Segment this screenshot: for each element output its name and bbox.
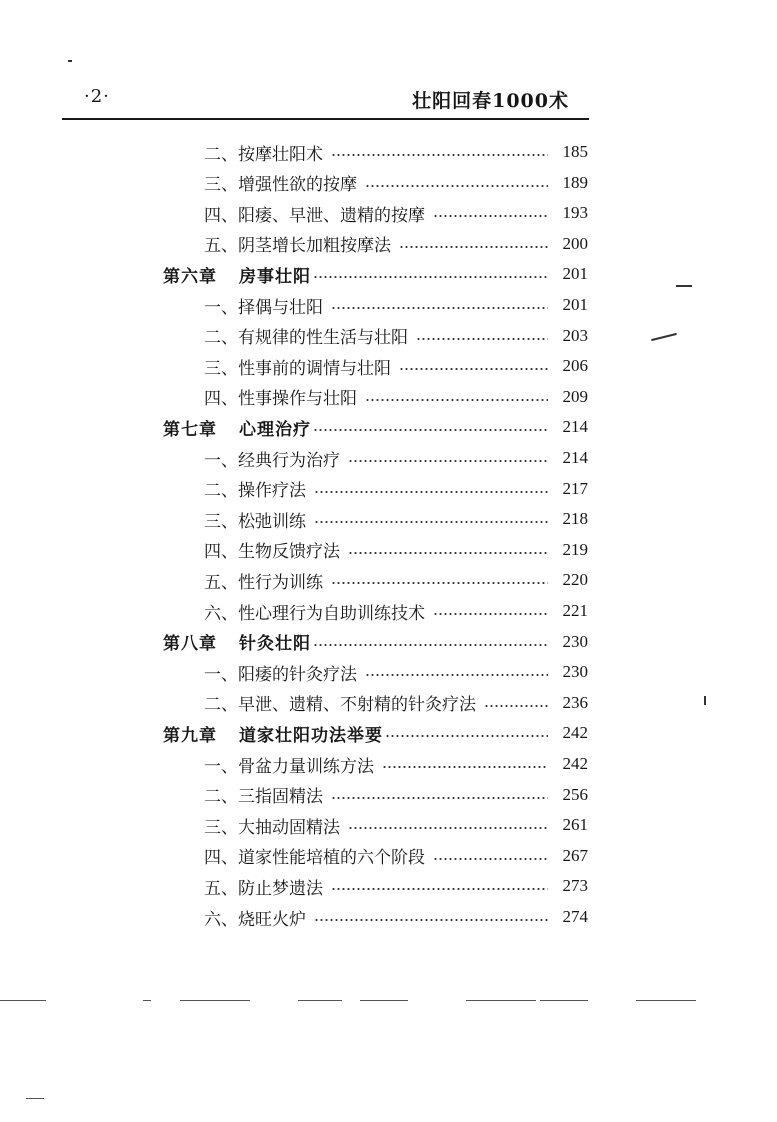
scan-mark <box>676 285 692 287</box>
toc-page-number: 242 <box>562 723 588 743</box>
toc-section-row <box>204 445 588 471</box>
chapter-title: 心理治疗 <box>239 419 311 440</box>
toc-page-number: 219 <box>562 539 588 559</box>
toc-section-row <box>204 843 588 869</box>
toc-section-row <box>204 690 588 716</box>
toc-section-label: 三、松弛训练 <box>204 511 306 532</box>
toc-page-number: 218 <box>562 509 588 529</box>
dot-leader <box>484 705 548 707</box>
toc-section-label: 二、操作疗法 <box>204 481 306 502</box>
chapter-number: 第六章 <box>163 266 217 287</box>
dot-leader <box>314 919 548 921</box>
chapter-number: 第九章 <box>163 725 217 746</box>
dot-leader <box>313 276 548 278</box>
toc-page-number: 206 <box>562 356 588 376</box>
toc-page-number: 214 <box>562 448 588 467</box>
toc-section-label: 三、增强性欲的按摩 <box>204 175 357 196</box>
chapter-title: 针灸壮阳 <box>239 634 311 655</box>
toc-chapter-row <box>163 261 588 287</box>
toc-section-row <box>204 292 588 318</box>
toc-section-label: 四、道家性能培植的六个阶段 <box>204 848 425 869</box>
toc-section-row <box>204 904 588 930</box>
scan-mark <box>651 333 677 341</box>
toc-section-label: 一、阳痿的针灸疗法 <box>204 664 357 685</box>
toc-page-number: 189 <box>562 172 588 192</box>
toc-page-number: 185 <box>562 142 588 161</box>
dot-leader <box>433 613 548 615</box>
chapter-number: 第七章 <box>163 419 217 440</box>
toc-chapter-row <box>163 629 588 655</box>
toc-section-label: 二、三指固精法 <box>204 787 323 808</box>
toc-section-label: 六、性心理行为自助训练技术 <box>204 603 425 624</box>
toc-section-row <box>204 231 588 257</box>
toc-section-row <box>204 537 588 563</box>
toc-page-number: 200 <box>562 233 588 253</box>
toc-chapter-label <box>163 629 311 654</box>
toc-section-label: 五、防止梦遗法 <box>204 878 323 899</box>
toc-chapter-row <box>163 414 588 440</box>
toc-chapter-label <box>163 415 311 440</box>
bottom-rule <box>360 1000 408 1001</box>
toc-section-label: 四、阳痿、早泄、遗精的按摩 <box>204 205 425 226</box>
page-number: ·2· <box>84 86 110 107</box>
dot-leader <box>348 552 548 554</box>
book-title: 壮阳回春1000术 <box>412 90 569 112</box>
toc-page-number: 201 <box>562 295 588 314</box>
toc-page-number: 214 <box>562 417 588 437</box>
toc-section-label: 二、按摩壮阳术 <box>204 144 323 165</box>
toc-section-label: 四、生物反馈疗法 <box>204 542 340 563</box>
bottom-rule <box>0 1000 46 1001</box>
dot-leader <box>331 582 548 584</box>
toc-section-row <box>204 200 588 226</box>
toc-chapter-label <box>163 721 383 746</box>
dot-leader <box>399 368 548 370</box>
toc-page-number: 230 <box>562 662 588 682</box>
toc-page-number: 230 <box>562 631 588 651</box>
dot-leader <box>399 246 548 248</box>
toc-section-row <box>204 476 588 502</box>
dot-leader <box>416 338 548 340</box>
dot-leader <box>348 827 548 829</box>
bottom-rule <box>180 1000 250 1001</box>
toc-section-label: 二、有规律的性生活与壮阳 <box>204 328 408 349</box>
toc-page-number: 221 <box>562 601 588 620</box>
bottom-rule <box>466 1000 536 1001</box>
dot-leader <box>314 491 548 493</box>
bottom-rule <box>298 1000 342 1001</box>
toc-section-label: 四、性事操作与壮阳 <box>204 389 357 410</box>
toc-section-row <box>204 873 588 899</box>
dot-leader <box>365 399 548 401</box>
toc-section-row <box>204 812 588 838</box>
dot-leader <box>331 797 548 799</box>
dot-leader <box>433 858 548 860</box>
toc-page-number: 242 <box>562 754 588 773</box>
dot-leader <box>365 674 548 676</box>
toc-section-row <box>204 782 588 808</box>
dot-leader <box>313 644 548 646</box>
toc-page-number: 203 <box>562 325 588 345</box>
toc-page-number: 217 <box>562 478 588 498</box>
bottom-rule <box>636 1000 696 1001</box>
scan-mark <box>704 696 706 705</box>
toc-section-label: 五、阴茎增长加粗按摩法 <box>204 236 391 257</box>
toc-page-number: 193 <box>562 203 588 223</box>
toc-chapter-label <box>163 262 311 287</box>
bottom-rule <box>540 1000 588 1001</box>
toc-section-row <box>204 353 588 379</box>
header-rule <box>62 118 589 120</box>
dot-leader <box>331 888 548 890</box>
toc-chapter-row <box>163 720 588 746</box>
toc-page-number: 267 <box>562 845 588 865</box>
bottom-rule <box>143 1000 151 1001</box>
toc-section-label: 一、择偶与壮阳 <box>204 297 323 318</box>
toc-page-number: 273 <box>562 876 588 896</box>
dot-leader <box>313 429 548 431</box>
toc-page-number: 274 <box>562 907 588 926</box>
toc-section-label: 二、早泄、遗精、不射精的针灸疗法 <box>204 695 476 716</box>
toc-section-row <box>204 659 588 685</box>
toc-page-number: 236 <box>562 692 588 712</box>
toc-page-number: 201 <box>562 264 588 284</box>
dot-leader <box>382 766 548 768</box>
dot-leader <box>385 735 548 737</box>
dot-leader <box>331 307 548 309</box>
dot-leader <box>433 215 548 217</box>
dot-leader <box>314 521 548 523</box>
dot-leader <box>348 460 548 462</box>
dot-leader <box>365 185 548 187</box>
toc-page-number: 209 <box>562 386 588 406</box>
toc-section-row <box>204 323 588 349</box>
toc-page-number: 256 <box>562 784 588 804</box>
chapter-title: 道家壮阳功法举要 <box>239 725 383 746</box>
toc-section-label: 三、性事前的调情与壮阳 <box>204 358 391 379</box>
toc-section-label: 一、经典行为治疗 <box>204 450 340 471</box>
toc-page-number: 261 <box>562 815 588 835</box>
toc-section-label: 一、骨盆力量训练方法 <box>204 756 374 777</box>
toc-section-row <box>204 751 588 777</box>
toc-section-label: 六、烧旺火炉 <box>204 909 306 930</box>
bottom-rule <box>26 1098 44 1099</box>
toc-section-row <box>204 170 588 196</box>
toc-section-row <box>204 506 588 532</box>
toc-section-row <box>204 598 588 624</box>
toc-section-row <box>204 567 588 593</box>
toc-section-label: 五、性行为训练 <box>204 572 323 593</box>
toc-section-row <box>204 384 588 410</box>
dot-leader <box>331 154 548 156</box>
scan-mark <box>68 60 72 62</box>
chapter-number: 第八章 <box>163 634 217 655</box>
chapter-title: 房事壮阳 <box>239 266 311 287</box>
toc-section-label: 三、大抽动固精法 <box>204 817 340 838</box>
toc-section-row <box>204 139 588 165</box>
toc-page-number: 220 <box>562 570 588 590</box>
